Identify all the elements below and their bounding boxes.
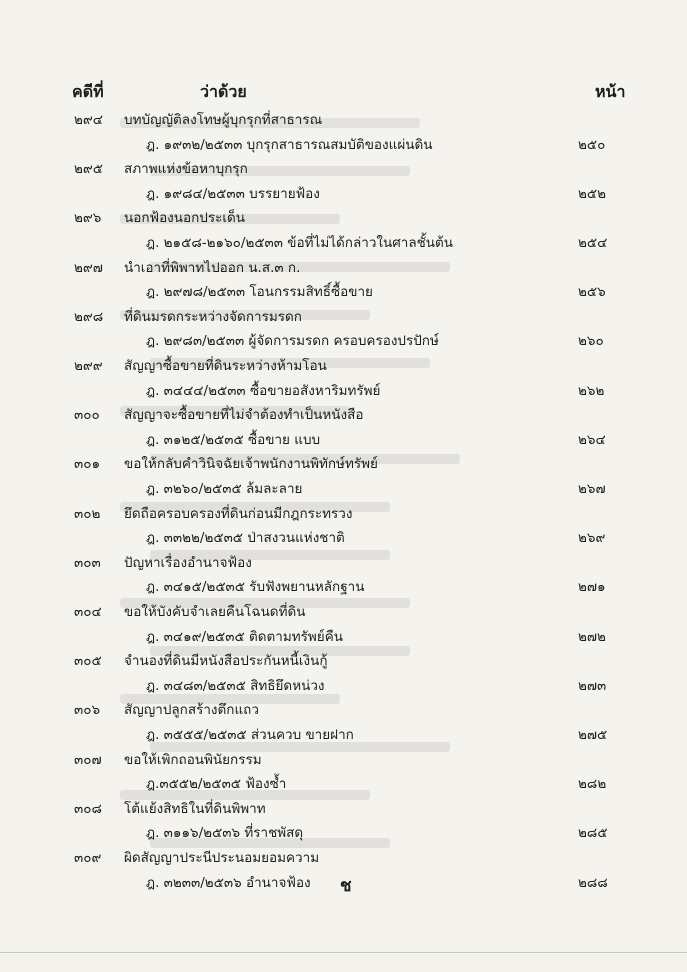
page-number-header: หน้า [595, 82, 626, 101]
entry-title-row [0, 403, 687, 427]
page-number: ๒๕๐ [578, 136, 606, 153]
case-number: ๒๙๘ [74, 308, 104, 325]
entry-title: ปัญหาเรื่องอำนาจฟ้อง [124, 554, 252, 571]
case-number: ๓๐๖ [74, 702, 101, 719]
case-number: ๒๙๔ [74, 112, 104, 128]
case-number: ๓๐๒ [74, 505, 101, 522]
ruling-citation: ฎ. ๓๕๕๕/๒๕๓๕ ส่วนควบ ขายฝาก [146, 727, 354, 743]
ruling-citation: ฎ. ๒๑๕๘-๒๑๖๐/๒๕๓๓ ข้อที่ไม่ได้กล่าวในศาลชั้นต้น [146, 235, 454, 251]
entry-title-row [0, 305, 687, 329]
entry-title-row [0, 551, 687, 575]
case-number: ๒๙๗ [74, 259, 103, 276]
entry-title-row [0, 354, 687, 378]
page-number: ๒๖๒ [578, 382, 605, 399]
entry-title: ที่ดินมรดกระหว่างจัดการมรดก [124, 308, 302, 325]
page-number: ๒๖๔ [578, 431, 606, 448]
entry-detail-row [0, 772, 687, 796]
entry-title: บทบัญญัติลงโทษผู้บุกรุกที่สาธารณ [124, 112, 323, 128]
entry-detail-row [0, 674, 687, 698]
entry-detail-row [0, 133, 687, 157]
case-number: ๓๐๘ [74, 800, 102, 817]
entry-detail-row [0, 182, 687, 206]
case-number: ๒๙๖ [74, 210, 102, 227]
page-number: ๒๖๗ [578, 481, 606, 497]
entry-detail-row [0, 280, 687, 304]
entry-detail-row [0, 575, 687, 599]
entry-title: สัญญาปลูกสร้างตึกแถว [124, 702, 259, 719]
entry-title-row [0, 649, 687, 673]
entry-title-row [0, 698, 687, 722]
ruling-citation: ฎ. ๓๔๑๕/๒๕๓๕ รับฟังพยานหลักฐาน [146, 579, 365, 596]
page-number: ๒๗๒ [578, 628, 606, 645]
bottom-rule [0, 952, 687, 953]
case-number: ๓๐๑ [74, 456, 101, 473]
entry-title: สัญญาซื้อขายที่ดินระหว่างห้ามโอน [124, 358, 327, 374]
entry-title: ขอให้บังคับจำเลยคืนโฉนดที่ดิน [124, 604, 306, 620]
entry-title-row [0, 452, 687, 476]
entry-title: ยึดถือครอบครองที่ดินก่อนมีกฎกระทรวง [124, 505, 353, 522]
page-number: ๒๕๒ [578, 185, 607, 202]
ruling-citation: ฎ. ๓๓๒๒/๒๕๓๕ ป่าสงวนแห่งชาติ [146, 530, 345, 547]
case-number: ๒๙๙ [74, 358, 103, 374]
entry-title-row [0, 157, 687, 181]
entry-title: ขอให้เพิกถอนพินัยกรรม [124, 751, 262, 768]
ruling-citation: ฎ.๓๕๕๒/๒๕๓๕ ฟ้องซ้ำ [146, 776, 287, 793]
page-number: ๒๘๘ [578, 874, 608, 891]
entry-title-row [0, 846, 687, 870]
ruling-citation: ฎ. ๓๑๑๖/๒๕๓๖ ที่ราชพัสดุ [146, 825, 304, 842]
case-number: ๓๐๐ [74, 407, 100, 424]
ruling-citation: ฎ. ๓๔๔๔/๒๕๓๓ ซื้อขายอสังหาริมทรัพย์ [146, 382, 381, 399]
ruling-citation: ฎ. ๓๒๓๓/๒๕๓๖ อำนาจฟ้อง [146, 874, 311, 891]
entry-title-row [0, 797, 687, 821]
entry-title: สัญญาจะซื้อขายที่ไม่จำต้องทำเป็นหนังสือ [124, 407, 364, 424]
case-number: ๓๐๕ [74, 653, 102, 670]
entry-title: นอกฟ้องนอกประเด็น [124, 210, 245, 227]
entry-title-row [0, 206, 687, 230]
entry-title-row [0, 600, 687, 624]
entry-title-row [0, 748, 687, 772]
page-number: ๒๘๕ [578, 825, 608, 842]
page-number: ๒๖๙ [578, 530, 606, 547]
entry-title: สภาพแห่งข้อหาบุกรุก [124, 161, 248, 178]
entry-title: โต้แย้งสิทธิในที่ดินพิพาท [124, 800, 266, 817]
entry-title-row [0, 108, 687, 132]
case-number: ๓๐๓ [74, 554, 101, 571]
ruling-citation: ฎ. ๓๑๒๕/๒๕๓๕ ซื้อขาย แบบ [146, 431, 321, 448]
page-number: ๒๖๐ [578, 333, 604, 350]
entry-detail-row [0, 625, 687, 649]
entry-detail-row [0, 526, 687, 550]
case-number: ๓๐๙ [74, 850, 102, 866]
page-number: ๒๕๖ [578, 284, 606, 301]
ruling-citation: ฎ. ๓๔๑๙/๒๕๓๕ ติดตามทรัพย์คืน [146, 628, 343, 645]
page-number: ๒๕๔ [578, 235, 608, 251]
page-number: ๒๗๕ [578, 727, 608, 743]
page-number: ๒๗๓ [578, 677, 607, 694]
page-letter: ช [340, 876, 352, 896]
entry-title: นำเอาที่พิพาทไปออก น.ส.๓ ก. [124, 259, 301, 276]
case-number: ๓๐๔ [74, 604, 102, 620]
entry-detail-row [0, 723, 687, 747]
entry-title: จำนองที่ดินมีหนังสือประกันหนี้เงินกู้ [124, 653, 328, 670]
entry-title: ขอให้กลับคำวินิจฉัยเจ้าพนักงานพิทักษ์ทรัพย์ [124, 456, 378, 473]
ruling-citation: ฎ. ๒๙๘๓/๒๕๓๓ ผู้จัดการมรดก ครอบครองปรปักษ์ [146, 333, 439, 350]
entry-title-row [0, 502, 687, 526]
ruling-citation: ฎ. ๑๙๘๔/๒๕๓๓ บรรยายฟ้อง [146, 185, 320, 202]
entry-detail-row [0, 329, 687, 353]
case-number: ๒๙๕ [74, 161, 104, 178]
ruling-citation: ฎ. ๓๒๖๐/๒๕๓๕ ล้มละลาย [146, 481, 303, 497]
entry-detail-row [0, 379, 687, 403]
subject-header: ว่าด้วย [200, 82, 247, 101]
entry-detail-row [0, 428, 687, 452]
entry-detail-row [0, 477, 687, 501]
page-number: ๒๗๑ [578, 579, 606, 596]
entry-title: ผิดสัญญาประนีประนอมยอมความ [124, 850, 320, 866]
case-number: ๓๐๗ [74, 751, 102, 768]
entry-detail-row [0, 231, 687, 255]
ruling-citation: ฎ. ๑๙๓๒/๒๕๓๓ บุกรุกสาธารณสมบัติของแผ่นดิน [146, 136, 433, 153]
case-number-header: คดีที่ [72, 82, 104, 101]
ruling-citation: ฎ. ๓๔๘๓/๒๕๓๕ สิทธิยึดหน่วง [146, 677, 325, 694]
entry-title-row [0, 256, 687, 280]
page-number: ๒๘๒ [578, 776, 607, 793]
entry-detail-row [0, 821, 687, 845]
ruling-citation: ฎ. ๒๙๗๘/๒๕๓๓ โอนกรรมสิทธิ์ซื้อขาย [146, 284, 373, 301]
